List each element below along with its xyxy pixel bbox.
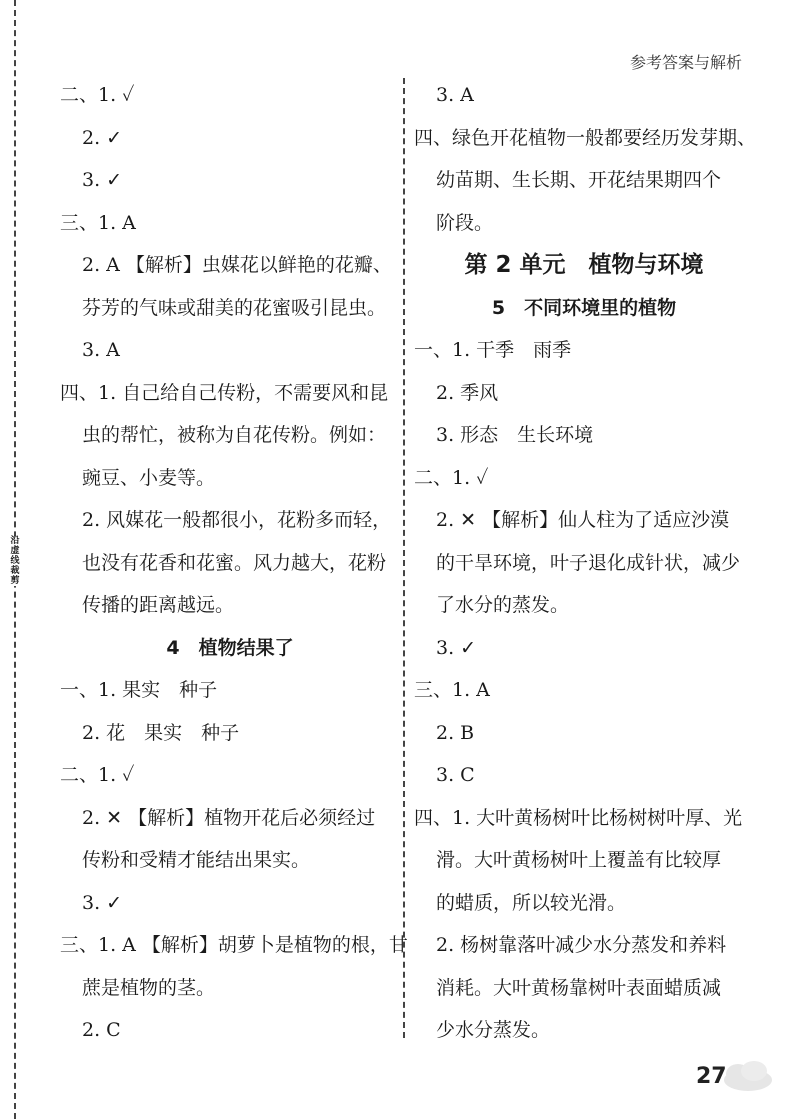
- page-number: 27: [696, 1064, 727, 1089]
- answer-line: 二、1. ✓: [60, 84, 135, 106]
- answer-line: 3. ✓: [82, 891, 123, 914]
- answer-line: 2. A 【解析】虫媒花以鲜艳的花瓣、: [82, 254, 392, 276]
- answer-line: 二、1. ✓: [414, 466, 489, 489]
- answer-line: 的干旱环境，叶子退化成针状，减少: [436, 551, 741, 574]
- answer-line: 阶段。: [436, 211, 494, 234]
- answer-line: 虫的帮忙，被称为自花传粉。例如：: [82, 424, 387, 446]
- answer-line: 四、1. 大叶黄杨树叶比杨树树叶厚、光: [414, 806, 743, 829]
- answer-line: 传粉和受精才能结出果实。: [82, 849, 311, 871]
- unit-heading: 第 2 单元 植物与环境: [464, 252, 704, 278]
- section-heading: 5 不同环境里的植物: [491, 296, 677, 319]
- answer-line: 3. A: [436, 84, 474, 106]
- answer-line: 了水分的蒸发。: [436, 594, 570, 616]
- answer-line: 3. 形态 生长环境: [436, 424, 594, 446]
- left-column: [60, 74, 408, 1052]
- answer-line: 蔗是植物的茎。: [82, 976, 216, 999]
- answer-line: 2. ✕ 【解析】植物开花后必须经过: [82, 806, 376, 829]
- page-header-title: 参考答案与解析: [629, 53, 742, 72]
- answer-line: 三、1. A: [60, 211, 136, 234]
- answer-line: 少水分蒸发。: [436, 1019, 551, 1041]
- answer-line: 消耗。大叶黄杨靠树叶表面蜡质减: [436, 976, 722, 999]
- answer-line: 3. A: [82, 339, 120, 361]
- answer-line: 二、1. ✓: [60, 764, 135, 786]
- answer-line: 一、1. 果实 种子: [60, 679, 218, 701]
- answer-line: 2. C: [82, 1019, 121, 1041]
- answer-line: 2. 杨树靠落叶减少水分蒸发和养料: [436, 934, 727, 956]
- answer-line: 芬芳的气味或甜美的花蜜吸引昆虫。: [82, 296, 387, 319]
- answer-line: 三、1. A: [414, 679, 490, 701]
- answer-line: 滑。大叶黄杨树叶上覆盖有比较厚: [436, 849, 722, 871]
- column-divider: [403, 78, 405, 1038]
- answer-line: 一、1. 干季 雨季: [414, 339, 572, 361]
- cut-label: 沿虚线裁剪: [8, 536, 22, 586]
- answer-line: 2. B: [436, 721, 475, 744]
- answer-line: 的蜡质，所以较光滑。: [436, 891, 627, 914]
- answer-line: 四、绿色开花植物一般都要经历发芽期、: [414, 126, 757, 149]
- answer-line: 2. 风媒花一般都很小，花粉多而轻，: [82, 509, 392, 531]
- answer-line: 3. C: [436, 764, 475, 786]
- answer-line: 四、1. 自己给自己传粉，不需要风和昆: [60, 381, 389, 404]
- answer-line: 也没有花香和花蜜。风力越大，花粉: [82, 551, 387, 574]
- answer-line: 幼苗期、生长期、开花结果期四个: [436, 169, 722, 191]
- answer-line: 3. ✓: [436, 636, 477, 659]
- answer-line: 2. ✕ 【解析】仙人柱为了适应沙漠: [436, 509, 730, 531]
- answer-line: 2. 季风: [436, 381, 499, 404]
- answer-line: 传播的距离越远。: [82, 594, 235, 616]
- answer-line: 三、1. A 【解析】胡萝卜是植物的根，甘: [60, 934, 408, 956]
- answer-line: 2. ✓: [82, 126, 123, 149]
- answer-line: 3. ✓: [82, 169, 123, 191]
- answer-line: 豌豆、小麦等。: [82, 466, 216, 489]
- answer-line: 2. 花 果实 种子: [82, 721, 240, 744]
- right-column: [414, 74, 757, 1052]
- section-heading: 4 植物结果了: [166, 636, 294, 659]
